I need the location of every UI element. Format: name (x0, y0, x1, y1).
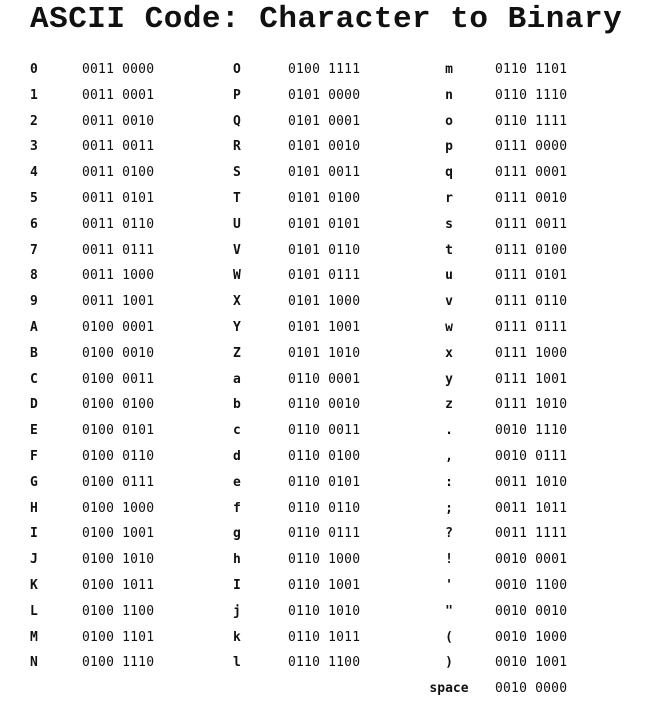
binary-cell: 0110 0001 (288, 371, 361, 387)
table-row (0, 134, 670, 160)
character-cell: A (30, 319, 38, 335)
character-cell: n (445, 87, 453, 103)
character-cell: I (233, 577, 241, 593)
binary-cell: 0111 0110 (495, 294, 568, 310)
table-row (0, 212, 670, 238)
binary-cell: 0110 1000 (288, 552, 361, 568)
binary-cell: 0011 0110 (82, 216, 155, 232)
binary-cell: 0110 0101 (288, 474, 361, 490)
table-row (0, 238, 670, 264)
binary-cell: 0010 0010 (495, 603, 568, 619)
table-row (0, 160, 670, 186)
table-row (0, 392, 670, 418)
character-cell: l (233, 655, 241, 671)
character-cell: F (30, 448, 38, 464)
character-cell: X (233, 294, 241, 310)
table-row (0, 83, 670, 109)
character-cell: Z (233, 345, 241, 361)
character-cell: P (233, 87, 241, 103)
character-cell: C (30, 371, 38, 387)
binary-cell: 0100 1100 (82, 603, 155, 619)
table-row (0, 470, 670, 496)
binary-cell: 0100 0001 (82, 319, 155, 335)
table-row (0, 109, 670, 135)
character-cell: M (30, 629, 38, 645)
character-cell: z (445, 397, 453, 413)
character-cell: L (30, 603, 38, 619)
character-cell: 5 (30, 190, 38, 206)
binary-cell: 0100 0101 (82, 423, 155, 439)
binary-cell: 0011 1011 (495, 500, 568, 516)
binary-cell: 0110 0111 (288, 526, 361, 542)
binary-cell: 0011 0000 (82, 62, 155, 77)
binary-cell: 0100 1110 (82, 655, 155, 671)
character-cell: ! (445, 552, 453, 568)
binary-cell: 0010 1001 (495, 655, 568, 671)
character-cell: O (233, 62, 241, 77)
character-cell: p (445, 139, 453, 155)
binary-cell: 0111 0000 (495, 139, 568, 155)
binary-cell: 0111 0010 (495, 190, 568, 206)
binary-cell: 0110 1100 (288, 655, 361, 671)
binary-cell: 0100 1001 (82, 526, 155, 542)
character-cell: E (30, 423, 38, 439)
binary-cell: 0101 0000 (288, 87, 361, 103)
page-title: ASCII Code: Character to Binary (30, 2, 623, 37)
table-row (0, 599, 670, 625)
character-cell: : (445, 474, 453, 490)
binary-cell: 0110 1001 (288, 577, 361, 593)
character-cell: W (233, 268, 241, 284)
table-row (0, 57, 670, 83)
binary-cell: 0111 0100 (495, 242, 568, 258)
binary-cell: 0101 1010 (288, 345, 361, 361)
binary-cell: 0110 0110 (288, 500, 361, 516)
character-cell: 7 (30, 242, 38, 258)
character-cell: m (445, 62, 453, 77)
character-cell: 8 (30, 268, 38, 284)
character-cell: w (445, 319, 453, 335)
binary-cell: 0101 0101 (288, 216, 361, 232)
character-cell: a (233, 371, 241, 387)
character-cell: c (233, 423, 241, 439)
binary-cell: 0110 0010 (288, 397, 361, 413)
character-cell: d (233, 448, 241, 464)
binary-cell: 0100 0010 (82, 345, 155, 361)
character-cell: space (429, 681, 469, 697)
character-cell: H (30, 500, 38, 516)
character-cell: I (30, 526, 38, 542)
character-cell: f (233, 500, 241, 516)
table-row (0, 341, 670, 367)
character-cell: U (233, 216, 241, 232)
binary-cell: 0101 0111 (288, 268, 361, 284)
table-row (0, 367, 670, 393)
binary-cell: 0111 1000 (495, 345, 568, 361)
binary-cell: 0101 0010 (288, 139, 361, 155)
character-cell: B (30, 345, 38, 361)
binary-cell: 0101 0001 (288, 113, 361, 129)
character-cell: R (233, 139, 241, 155)
binary-cell: 0111 0111 (495, 319, 568, 335)
binary-cell: 0110 1111 (495, 113, 568, 129)
character-cell: 1 (30, 87, 38, 103)
character-cell: . (445, 423, 453, 439)
character-cell: ; (445, 500, 453, 516)
binary-cell: 0100 1111 (288, 62, 361, 77)
binary-cell: 0011 0101 (82, 190, 155, 206)
binary-cell: 0011 1001 (82, 294, 155, 310)
table-row (0, 289, 670, 315)
character-cell: ( (445, 629, 453, 645)
table-row (0, 521, 670, 547)
table-row (0, 444, 670, 470)
table-row (0, 496, 670, 522)
character-cell: " (445, 603, 453, 619)
binary-cell: 0110 1101 (495, 62, 568, 77)
table-row (0, 573, 670, 599)
binary-cell: 0111 0001 (495, 165, 568, 181)
binary-cell: 0101 1001 (288, 319, 361, 335)
binary-cell: 0100 1011 (82, 577, 155, 593)
character-cell: ? (445, 526, 453, 542)
character-cell: u (445, 268, 453, 284)
binary-cell: 0100 1101 (82, 629, 155, 645)
character-cell: , (445, 448, 453, 464)
binary-cell: 0100 0100 (82, 397, 155, 413)
character-cell: ) (445, 655, 453, 671)
binary-cell: 0010 1000 (495, 629, 568, 645)
character-cell: T (233, 190, 241, 206)
binary-cell: 0011 1000 (82, 268, 155, 284)
character-cell: Y (233, 319, 241, 335)
binary-cell: 0011 0001 (82, 87, 155, 103)
binary-cell: 0100 1010 (82, 552, 155, 568)
character-cell: k (233, 629, 241, 645)
binary-cell: 0101 1000 (288, 294, 361, 310)
binary-cell: 0101 0110 (288, 242, 361, 258)
character-cell: g (233, 526, 241, 542)
binary-cell: 0111 0011 (495, 216, 568, 232)
character-cell: v (445, 294, 453, 310)
character-cell: o (445, 113, 453, 129)
binary-cell: 0011 1010 (495, 474, 568, 490)
character-cell: 6 (30, 216, 38, 232)
binary-cell: 0101 0011 (288, 165, 361, 181)
binary-cell: 0100 0111 (82, 474, 155, 490)
character-cell: y (445, 371, 453, 387)
character-cell: Q (233, 113, 241, 129)
table-row (0, 676, 670, 702)
character-cell: G (30, 474, 38, 490)
character-cell: S (233, 165, 241, 181)
ascii-table (0, 57, 670, 702)
table-row (0, 625, 670, 651)
binary-cell: 0010 0000 (495, 681, 568, 697)
character-cell: K (30, 577, 38, 593)
table-row (0, 263, 670, 289)
table-row (0, 186, 670, 212)
character-cell: 0 (30, 62, 38, 77)
character-cell: 9 (30, 294, 38, 310)
character-cell: J (30, 552, 38, 568)
binary-cell: 0011 0100 (82, 165, 155, 181)
binary-cell: 0011 0111 (82, 242, 155, 258)
binary-cell: 0010 1110 (495, 423, 568, 439)
table-row (0, 418, 670, 444)
binary-cell: 0101 0100 (288, 190, 361, 206)
character-cell: 4 (30, 165, 38, 181)
binary-cell: 0110 1110 (495, 87, 568, 103)
binary-cell: 0011 0011 (82, 139, 155, 155)
binary-cell: 0110 0011 (288, 423, 361, 439)
character-cell: r (445, 190, 453, 206)
binary-cell: 0111 0101 (495, 268, 568, 284)
binary-cell: 0011 1111 (495, 526, 568, 542)
table-row (0, 547, 670, 573)
character-cell: D (30, 397, 38, 413)
binary-cell: 0010 0001 (495, 552, 568, 568)
character-cell: b (233, 397, 241, 413)
binary-cell: 0110 0100 (288, 448, 361, 464)
binary-cell: 0100 1000 (82, 500, 155, 516)
binary-cell: 0010 1100 (495, 577, 568, 593)
binary-cell: 0110 1010 (288, 603, 361, 619)
character-cell: 2 (30, 113, 38, 129)
character-cell: h (233, 552, 241, 568)
character-cell: s (445, 216, 453, 232)
table-row (0, 315, 670, 341)
character-cell: ' (445, 577, 453, 593)
character-cell: N (30, 655, 38, 671)
character-cell: x (445, 345, 453, 361)
binary-cell: 0111 1010 (495, 397, 568, 413)
binary-cell: 0100 0011 (82, 371, 155, 387)
binary-cell: 0110 1011 (288, 629, 361, 645)
character-cell: 3 (30, 139, 38, 155)
binary-cell: 0100 0110 (82, 448, 155, 464)
character-cell: j (233, 603, 241, 619)
table-row (0, 650, 670, 676)
binary-cell: 0010 0111 (495, 448, 568, 464)
character-cell: q (445, 165, 453, 181)
character-cell: t (445, 242, 453, 258)
character-cell: e (233, 474, 241, 490)
binary-cell: 0011 0010 (82, 113, 155, 129)
character-cell: V (233, 242, 241, 258)
binary-cell: 0111 1001 (495, 371, 568, 387)
